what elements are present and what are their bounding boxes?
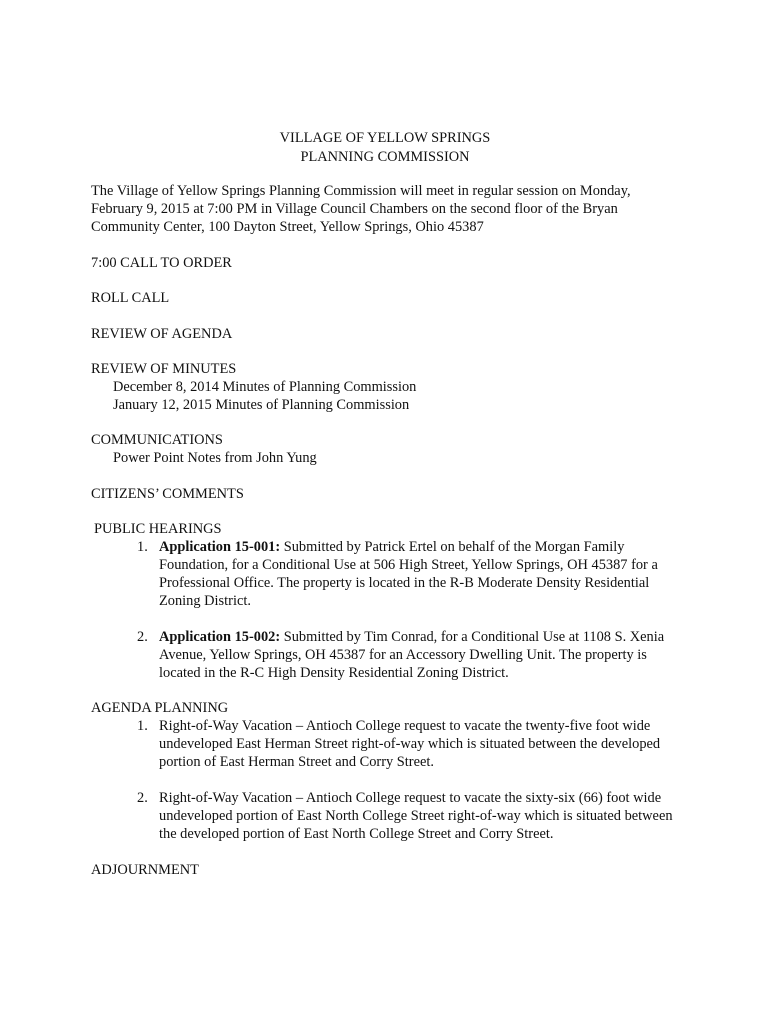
public-hearings-heading: PUBLIC HEARINGS bbox=[94, 521, 222, 537]
agenda-planning-text: Right-of-Way Vacation – Antioch College request to vacate the twenty-five foot wide undeveloped East Herman Street right-of-way which is situated between the developed portion of East Herman Street and Corry Street. bbox=[159, 718, 661, 770]
intro-paragraph: The Village of Yellow Springs Planning Commission will meet in regular session on Monday, February 9, 2015 at 7:00 PM in Village Council Chambers on the second floor of the Bryan Community Center, 100 Dayton Street, Yellow Springs, Ohio 45387 bbox=[91, 183, 631, 235]
public-hearings-section bbox=[91, 520, 691, 682]
communications-item: Power Point Notes from John Yung bbox=[113, 450, 317, 466]
communications-section bbox=[91, 431, 691, 467]
roll-call: ROLL CALL bbox=[91, 290, 170, 306]
review-of-agenda: REVIEW OF AGENDA bbox=[91, 326, 233, 342]
agenda-planning-item bbox=[91, 789, 681, 843]
communications-heading: COMMUNICATIONS bbox=[91, 432, 223, 448]
application-text: Submitted by Patrick Ertel on behalf of the Morgan Family Foundation, for a Conditional Use at 506 High Street, Yellow Springs, OH 45387 for a Professional Office. The property is located in the R-B Moderate Density Residential Zoning District. bbox=[159, 539, 658, 609]
header-line-2: PLANNING COMMISSION bbox=[300, 149, 470, 165]
application-title: Application 15-002: bbox=[159, 629, 281, 645]
header-line-1: VILLAGE OF YELLOW SPRINGS bbox=[279, 130, 491, 146]
minutes-item: January 12, 2015 Minutes of Planning Commission bbox=[113, 397, 410, 413]
agenda-planning-list bbox=[91, 717, 691, 843]
minutes-item: December 8, 2014 Minutes of Planning Commission bbox=[113, 379, 417, 395]
call-to-order: 7:00 CALL TO ORDER bbox=[91, 255, 232, 271]
public-hearing-item bbox=[91, 628, 681, 682]
agenda-planning-heading: AGENDA PLANNING bbox=[91, 700, 229, 716]
adjournment: ADJOURNMENT bbox=[91, 862, 199, 878]
review-of-minutes-section bbox=[91, 360, 691, 414]
document-header bbox=[0, 129, 770, 167]
public-hearing-item bbox=[91, 538, 681, 610]
review-of-minutes-heading: REVIEW OF MINUTES bbox=[91, 361, 237, 377]
application-title: Application 15-001: bbox=[159, 539, 281, 555]
agenda-planning-item bbox=[91, 717, 681, 771]
citizens-comments: CITIZENS’ COMMENTS bbox=[91, 486, 244, 502]
list-number: 1. bbox=[137, 539, 148, 555]
list-number: 1. bbox=[137, 718, 148, 734]
agenda-planning-text: Right-of-Way Vacation – Antioch College request to vacate the sixty-six (66) foot wide undeveloped portion of East North College Street right-of-way which is situated between the developed portion of East North College Street and Corry Street. bbox=[159, 790, 673, 842]
public-hearings-list bbox=[91, 538, 691, 682]
application-text: Submitted by Tim Conrad, for a Conditional Use at 1108 S. Xenia Avenue, Yellow Springs, OH 45387 for an Accessory Dwelling Unit. The property is located in the R-C High Density Residential Zoning District. bbox=[159, 629, 665, 681]
list-number: 2. bbox=[137, 790, 148, 806]
list-number: 2. bbox=[137, 629, 148, 645]
agenda-planning-section bbox=[91, 699, 691, 843]
